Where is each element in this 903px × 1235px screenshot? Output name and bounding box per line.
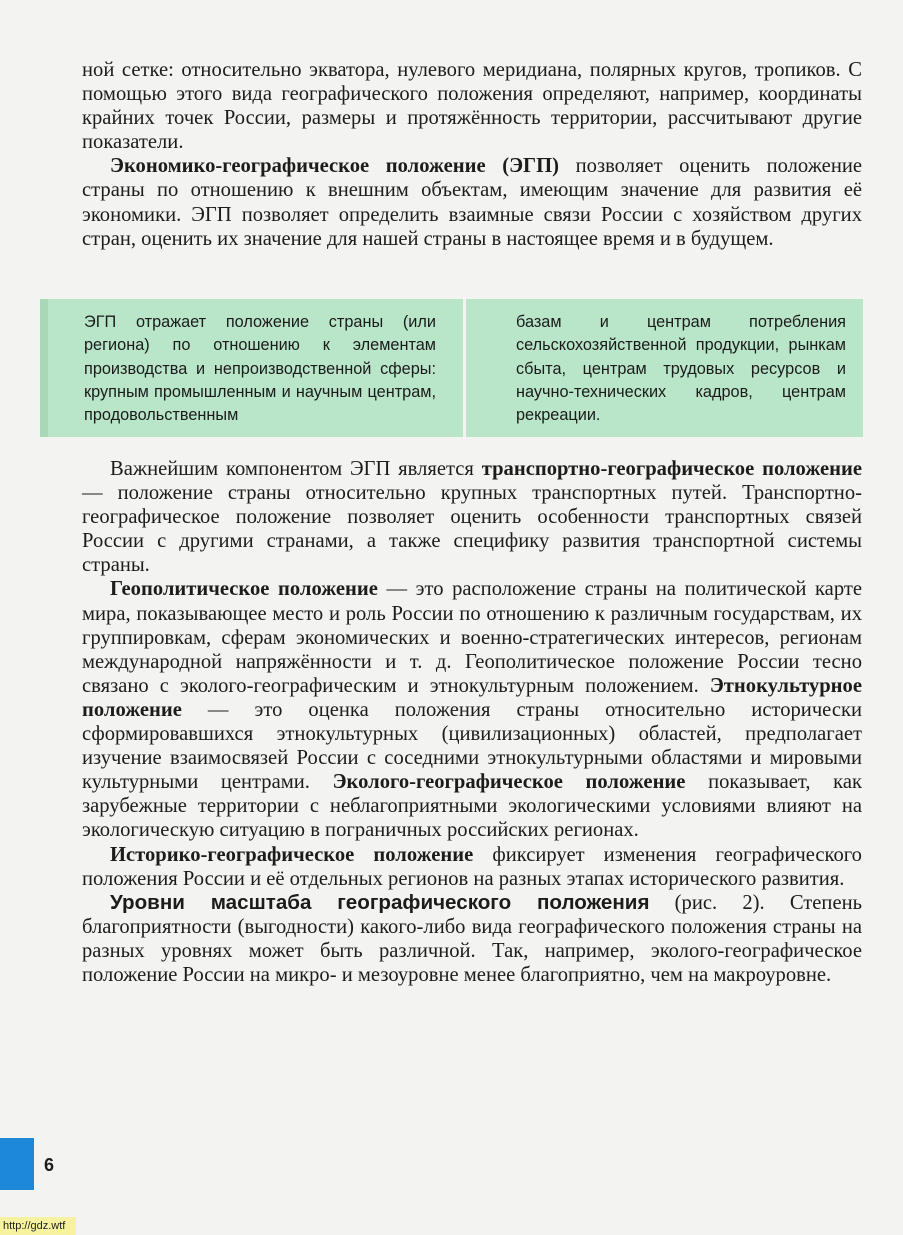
paragraph-levels: Уровни масштаба географического положения (рис. 2). Степень благоприятности (выгодности) какого-либо вида географического положения страны на разных уровнях может быть различной. Так, например, эколого-географическое положение России на микро- и мезоуровне менее благоприятно, чем на макроуровне. — [82, 890, 862, 986]
term-ethnocultural: Этнокультурное положение — [82, 674, 862, 721]
paragraph-transport: Важнейшим компонентом ЭГП является транспортно-географическое положение — положение страны относительно крупных транспортных путей. Транспортно-географическое положение позволяет оценить особенности транспортных связей России с другими странами, а также специфику развития транспортной системы страны. — [82, 458, 862, 577]
figure-reference: (рис. 2) — [649, 891, 760, 914]
callout-right-column: базам и центрам потребления сельскохозяйственной продукции, рынкам сбыта, центрам трудовых ресурсов и научно-технических кадров, центрам рекреации. — [516, 313, 846, 425]
paragraph-geopolitical: Геополитическое положение — это расположение страны на политической карте мира, показывающее место и роль России по отношению к различным государствам, их группировкам, сферам экономических и военно-стратегических интересов, регионам международной напряжённости и т. д. Геополитическое положение России тесно связано с эколого-географическим и этнокультурным положением. Этнокультурное положение — это оценка положения страны относительно исторически сформировавшихся этнокультурных (цивилизационных) областей, предполагает изучение взаимосвязей России с соседними этнокультурными областями и мировыми культурными центрами. Эколого-географическое положение показывает, как зарубежные территории с неблагоприятными экологическими условиями влияют на экологическую ситуацию в пограничных российских регионах. — [82, 578, 862, 842]
term-egp: Экономико-географическое положение (ЭГП) — [110, 155, 560, 178]
term-geopolitical: Геополитическое положение — [110, 578, 378, 601]
top-text-block — [82, 58, 862, 251]
page-edge-marker — [0, 1138, 34, 1190]
paragraph-historical: Историко-географическое положение фиксирует изменения географического положения России и её отдельных регионов на разных этапах исторического развития. — [82, 843, 862, 890]
main-text-block — [82, 457, 862, 987]
term-historical: Историко-географическое положение — [110, 843, 474, 866]
term-ecological: Эколого-географическое положение — [332, 771, 686, 794]
paragraph-egp: Экономико-географическое положение (ЭГП) позволяет оценить положение страны по отношению к внешним объектам, имеющим значение для развития её экономики. ЭГП позволяет определить взаимные связи России с хозяйством других стран, оценить их значение для нашей страны в настоящее время и в будущем. — [82, 155, 862, 250]
page-number: 6 — [44, 1155, 55, 1175]
watermark-link[interactable]: http://gdz.wtf — [0, 1217, 76, 1235]
callout-left-column: ЭГП отражает положение страны (или региона) по отношению к элементам производства и непроизводственной сферы: крупным промышленным и научным центрам, продовольственным — [84, 313, 436, 425]
definition-callout — [40, 299, 863, 437]
paragraph-coordinates: ной сетке: относительно экватора, нулевого меридиана, полярных кругов, тропиков. С помощью этого вида географического положения определяют, например, координаты крайних точек России, размеры и протяжённость территории, рассчитывают другие показатели. — [82, 59, 862, 154]
callout-divider — [463, 299, 466, 437]
term-levels: Уровни масштаба географического положения — [110, 890, 650, 914]
term-transport: транспортно-географическое положение — [481, 458, 862, 480]
